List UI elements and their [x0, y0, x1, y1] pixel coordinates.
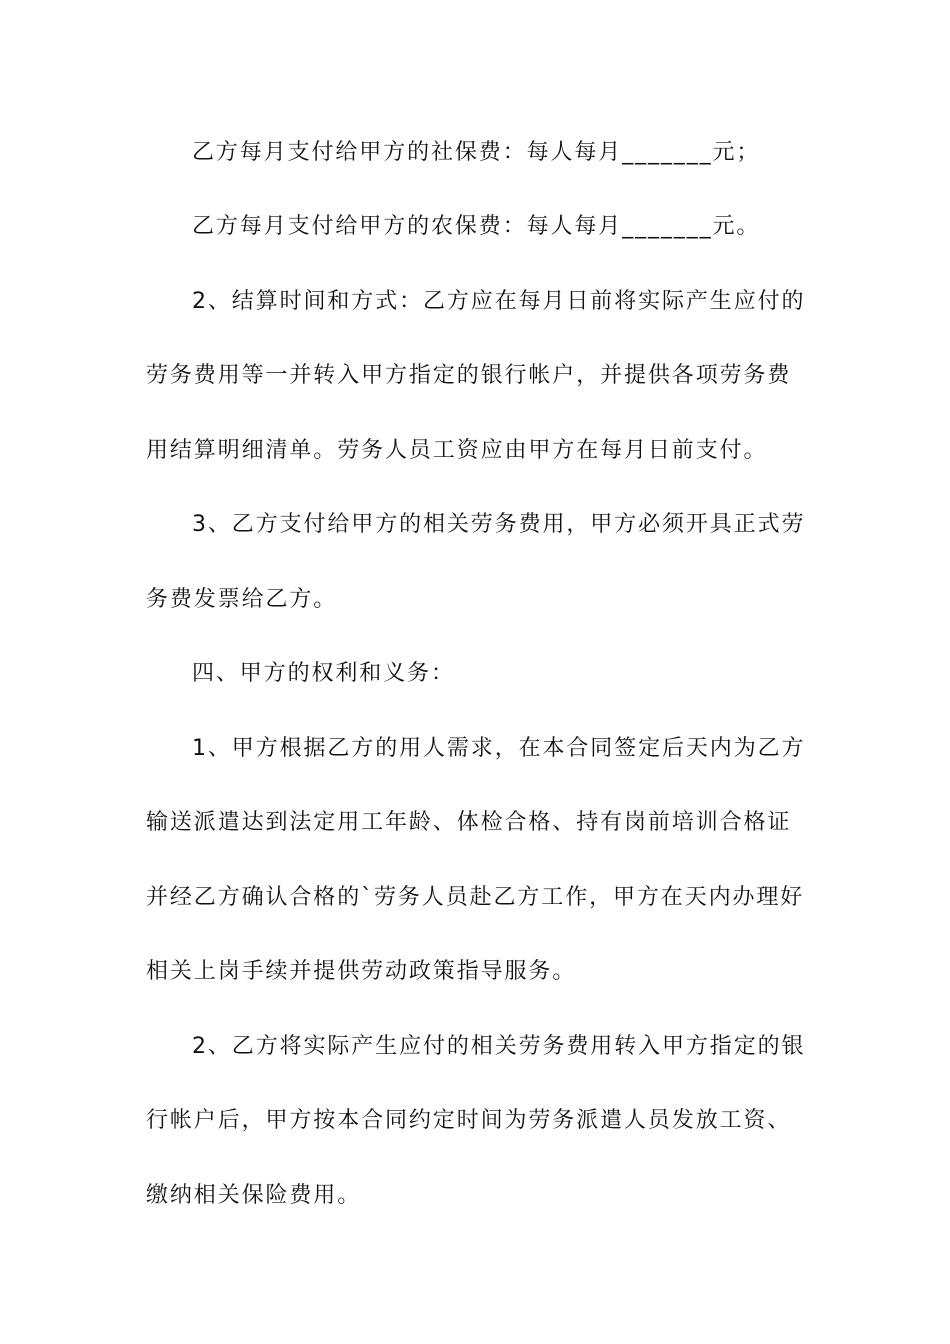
- text-line-settlement-3: 用结算明细清单。劳务人员工资应由甲方在每月日前支付。: [146, 438, 768, 463]
- text-line-dispatch-4: 相关上岗手续并提供劳动政策指导服务。: [146, 959, 577, 984]
- text-line-payment-2: 行帐户后，甲方按本合同约定时间为劳务派遣人员发放工资、: [146, 1108, 792, 1133]
- text-line-settlement-2: 劳务费用等一并转入甲方指定的银行帐户，并提供各项劳务费: [146, 363, 792, 388]
- text-line-dispatch-1: 1、甲方根据乙方的用人需求，在本合同签定后天内为乙方: [192, 736, 806, 761]
- text-line-payment-1: 2、乙方将实际产生应付的相关劳务费用转入甲方指定的银: [192, 1034, 806, 1059]
- text-line-rural-insurance: 乙方每月支付给甲方的农保费：每人每月_______元。: [192, 214, 761, 239]
- text-line-social-insurance: 乙方每月支付给甲方的社保费：每人每月_______元；: [192, 140, 761, 165]
- text-line-settlement-1: 2、结算时间和方式：乙方应在每月日前将实际产生应付的: [192, 289, 806, 314]
- section-heading-party-a-rights: 四、甲方的权利和义务：: [192, 661, 455, 686]
- text-line-payment-3: 缴纳相关保险费用。: [146, 1183, 362, 1208]
- text-line-dispatch-2: 输送派遣达到法定用工年龄、体检合格、持有岗前培训合格证: [146, 810, 792, 835]
- text-line-dispatch-3: 并经乙方确认合格的`劳务人员赴乙方工作，甲方在天内办理好: [146, 885, 805, 910]
- text-line-invoice-1: 3、乙方支付给甲方的相关劳务费用，甲方必须开具正式劳: [192, 512, 806, 537]
- text-line-invoice-2: 务费发票给乙方。: [146, 587, 338, 612]
